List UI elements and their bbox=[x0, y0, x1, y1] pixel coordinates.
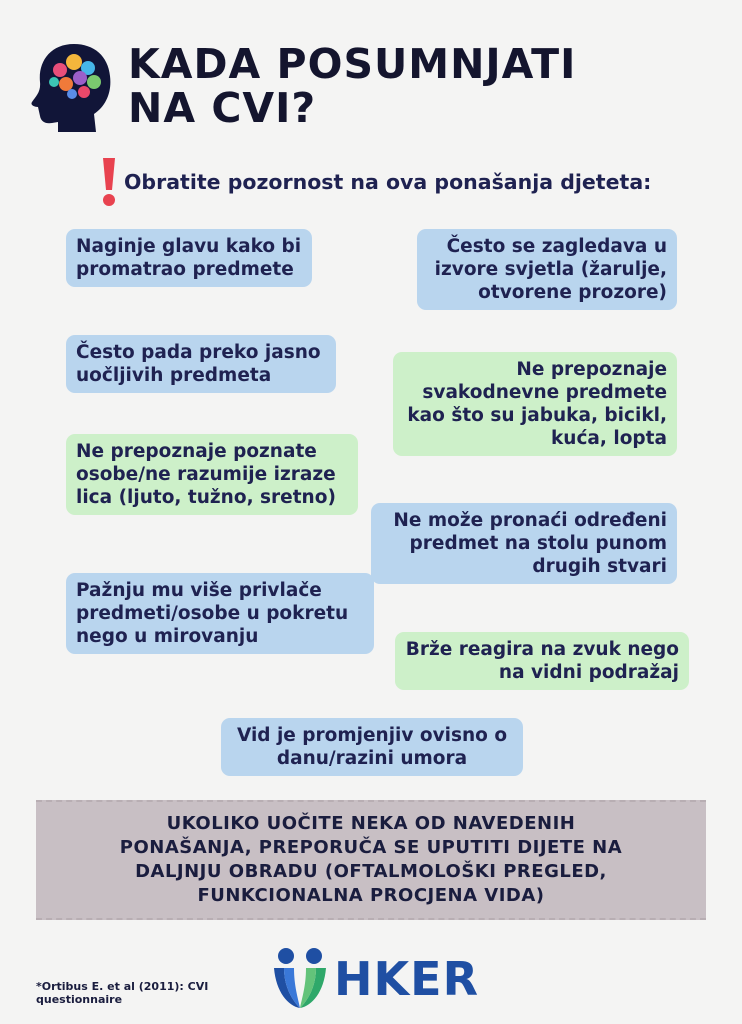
bubble-line: Ne može pronaći određeni bbox=[393, 510, 667, 531]
bubble-line: kao što su jabuka, bicikl, bbox=[407, 405, 667, 426]
bubble-line: otvorene prozore) bbox=[478, 282, 667, 303]
bubble-line: uočljivih predmeta bbox=[76, 365, 272, 386]
bubble-line: predmet na stolu punom bbox=[409, 533, 667, 554]
hker-logo-text: HKER bbox=[334, 952, 479, 1006]
title-line-1: KADA POSUMNJATI bbox=[128, 40, 577, 88]
bubble-line: danu/razini umora bbox=[276, 748, 468, 769]
bubble-line: osobe/ne razumije izraze bbox=[76, 464, 336, 485]
banner-line: UKOLIKO UOČITE NEKA OD NAVEDENIH bbox=[166, 813, 576, 834]
citation-line-1: *Ortibus E. et al (2011): CVI bbox=[36, 980, 209, 993]
behavior-bubble-9 bbox=[221, 718, 523, 776]
behavior-bubble-3 bbox=[66, 335, 336, 393]
bubble-line: Često pada preko jasno bbox=[76, 342, 321, 363]
subtitle-text: Obratite pozornost na ova ponašanja djeteta: bbox=[124, 170, 652, 194]
bubble-line: Pažnju mu više privlače bbox=[76, 580, 322, 601]
banner-line: FUNKCIONALNA PROCJENA VIDA) bbox=[197, 885, 545, 906]
behavior-bubble-7 bbox=[66, 573, 374, 654]
banner-line: DALJNJU OBRADU (OFTALMOLOŠKI PREGLED, bbox=[135, 861, 607, 882]
bubble-line: Vid je promjenjiv ovisno o bbox=[236, 725, 508, 746]
bubble-line: Naginje glavu kako bi bbox=[76, 236, 302, 257]
recommendation-banner bbox=[36, 800, 706, 920]
bubble-line: kuća, lopta bbox=[550, 428, 667, 449]
bubble-line: Često se zagledava u bbox=[446, 236, 667, 257]
behavior-bubble-4 bbox=[393, 352, 677, 456]
bubble-line: lica (ljuto, tužno, sretno) bbox=[76, 487, 336, 508]
behavior-bubble-1 bbox=[66, 229, 312, 287]
citation bbox=[36, 980, 208, 1006]
behavior-bubble-6 bbox=[371, 503, 677, 584]
bubble-line: Brže reagira na zvuk nego bbox=[405, 639, 679, 660]
hker-logo-icon bbox=[272, 946, 328, 1010]
bubble-line: nego u mirovanju bbox=[76, 626, 259, 647]
bubble-line: na vidni podražaj bbox=[498, 662, 679, 683]
banner-line: PONAŠANJA, PREPORUČA SE UPUTITI DIJETE NA bbox=[119, 837, 623, 858]
behavior-bubble-2 bbox=[417, 229, 677, 310]
behavior-bubble-8 bbox=[395, 632, 689, 690]
exclamation-icon bbox=[100, 156, 118, 208]
bubble-line: drugih stvari bbox=[532, 556, 667, 577]
title-line-2: NA CVI? bbox=[128, 84, 317, 132]
brain-head-icon bbox=[30, 40, 114, 132]
bubble-line: promatrao predmete bbox=[76, 259, 294, 280]
bubble-line: svakodnevne predmete bbox=[422, 382, 667, 403]
behavior-bubble-5 bbox=[66, 434, 358, 515]
bubble-line: predmeti/osobe u pokretu bbox=[76, 603, 349, 624]
citation-line-2: questionnaire bbox=[36, 993, 123, 1006]
bubble-line: izvore svjetla (žarulje, bbox=[434, 259, 667, 280]
bubble-line: Ne prepoznaje bbox=[516, 359, 667, 380]
bubble-line: Ne prepoznaje poznate bbox=[76, 441, 317, 462]
page-title bbox=[128, 42, 576, 130]
